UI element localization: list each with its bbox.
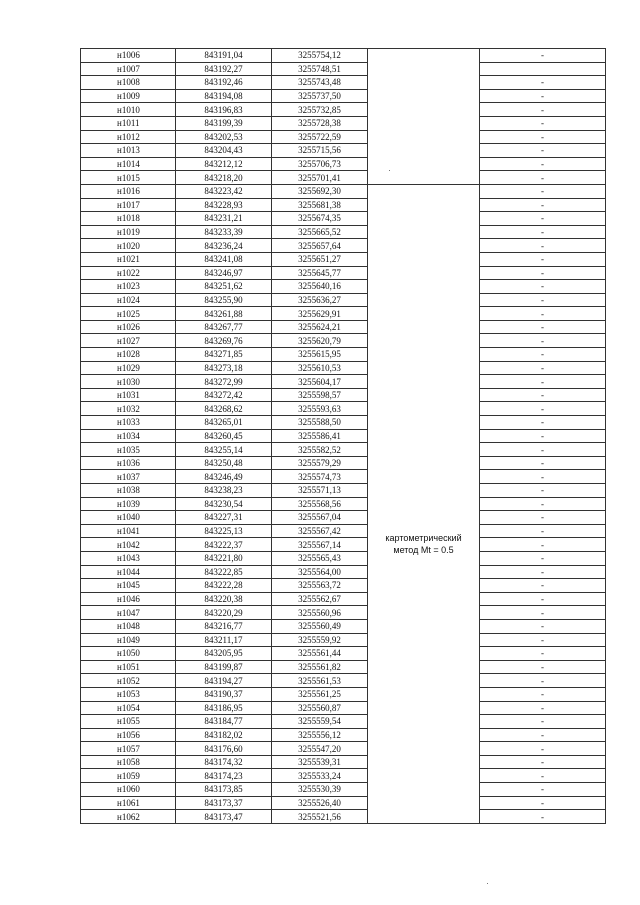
point-name-cell: н1008 bbox=[81, 76, 176, 90]
y-coordinate-cell: 3255567,14 bbox=[272, 538, 368, 552]
table-row bbox=[81, 212, 606, 226]
mark-cell: - bbox=[480, 647, 606, 661]
y-coordinate-cell: 3255598,57 bbox=[272, 388, 368, 402]
x-coordinate-cell: 843176,60 bbox=[176, 742, 272, 756]
mark-cell: - bbox=[480, 511, 606, 525]
x-coordinate-cell: 843194,08 bbox=[176, 89, 272, 103]
table-row bbox=[81, 592, 606, 606]
x-coordinate-cell: 843225,13 bbox=[176, 524, 272, 538]
point-name-cell: н1027 bbox=[81, 334, 176, 348]
x-coordinate-cell: 843199,39 bbox=[176, 116, 272, 130]
table-row bbox=[81, 633, 606, 647]
x-coordinate-cell: 843246,97 bbox=[176, 266, 272, 280]
y-coordinate-cell: 3255556,12 bbox=[272, 728, 368, 742]
x-coordinate-cell: 843272,99 bbox=[176, 375, 272, 389]
y-coordinate-cell: 3255640,16 bbox=[272, 280, 368, 294]
y-coordinate-cell: 3255728,38 bbox=[272, 116, 368, 130]
mark-cell: - bbox=[480, 184, 606, 198]
mark-cell: - bbox=[480, 674, 606, 688]
point-name-cell: н1039 bbox=[81, 497, 176, 511]
x-coordinate-cell: 843205,95 bbox=[176, 647, 272, 661]
x-coordinate-cell: 843194,27 bbox=[176, 674, 272, 688]
point-name-cell: н1035 bbox=[81, 443, 176, 457]
point-name-cell: н1009 bbox=[81, 89, 176, 103]
mark-cell: - bbox=[480, 402, 606, 416]
point-name-cell: н1041 bbox=[81, 524, 176, 538]
table-row bbox=[81, 307, 606, 321]
y-coordinate-cell: 3255526,40 bbox=[272, 796, 368, 810]
mark-cell: - bbox=[480, 76, 606, 90]
point-name-cell: н1058 bbox=[81, 755, 176, 769]
point-name-cell: н1059 bbox=[81, 769, 176, 783]
mark-cell: - bbox=[480, 565, 606, 579]
method-cell bbox=[368, 184, 480, 823]
table-row bbox=[81, 225, 606, 239]
mark-cell: - bbox=[480, 416, 606, 430]
table-row bbox=[81, 660, 606, 674]
point-name-cell: н1021 bbox=[81, 252, 176, 266]
point-name-cell: н1036 bbox=[81, 456, 176, 470]
mark-cell: - bbox=[480, 783, 606, 797]
mark-cell: - bbox=[480, 375, 606, 389]
y-coordinate-cell: 3255722,59 bbox=[272, 130, 368, 144]
table-row bbox=[81, 280, 606, 294]
table-row bbox=[81, 497, 606, 511]
mark-cell: - bbox=[480, 89, 606, 103]
y-coordinate-cell: 3255588,50 bbox=[272, 416, 368, 430]
mark-cell: - bbox=[480, 252, 606, 266]
mark-cell: - bbox=[480, 687, 606, 701]
y-coordinate-cell: 3255681,38 bbox=[272, 198, 368, 212]
y-coordinate-cell: 3255743,48 bbox=[272, 76, 368, 90]
table-row bbox=[81, 116, 606, 130]
x-coordinate-cell: 843227,31 bbox=[176, 511, 272, 525]
x-coordinate-cell: 843246,49 bbox=[176, 470, 272, 484]
x-coordinate-cell: 843238,23 bbox=[176, 484, 272, 498]
point-name-cell: н1023 bbox=[81, 280, 176, 294]
point-name-cell: н1010 bbox=[81, 103, 176, 117]
y-coordinate-cell: 3255582,52 bbox=[272, 443, 368, 457]
mark-cell: - bbox=[480, 334, 606, 348]
mark-cell: - bbox=[480, 225, 606, 239]
mark-cell: - bbox=[480, 715, 606, 729]
mark-cell: - bbox=[480, 660, 606, 674]
point-name-cell: н1037 bbox=[81, 470, 176, 484]
x-coordinate-cell: 843212,12 bbox=[176, 157, 272, 171]
table-row bbox=[81, 728, 606, 742]
mark-cell: - bbox=[480, 130, 606, 144]
x-coordinate-cell: 843271,85 bbox=[176, 348, 272, 362]
point-name-cell: н1034 bbox=[81, 429, 176, 443]
mark-cell: - bbox=[480, 144, 606, 158]
y-coordinate-cell: 3255748,51 bbox=[272, 62, 368, 76]
mark-cell: - bbox=[480, 606, 606, 620]
y-coordinate-cell: 3255571,13 bbox=[272, 484, 368, 498]
table-row bbox=[81, 443, 606, 457]
y-coordinate-cell: 3255547,20 bbox=[272, 742, 368, 756]
point-name-cell: н1007 bbox=[81, 62, 176, 76]
table-row bbox=[81, 783, 606, 797]
x-coordinate-cell: 843192,46 bbox=[176, 76, 272, 90]
x-coordinate-cell: 843222,85 bbox=[176, 565, 272, 579]
mark-cell: - bbox=[480, 497, 606, 511]
x-coordinate-cell: 843272,42 bbox=[176, 388, 272, 402]
x-coordinate-cell: 843174,23 bbox=[176, 769, 272, 783]
mark-cell: - bbox=[480, 810, 606, 824]
y-coordinate-cell: 3255561,53 bbox=[272, 674, 368, 688]
mark-cell: - bbox=[480, 728, 606, 742]
point-name-cell: н1042 bbox=[81, 538, 176, 552]
table-row bbox=[81, 76, 606, 90]
y-coordinate-cell: 3255629,91 bbox=[272, 307, 368, 321]
x-coordinate-cell: 843236,24 bbox=[176, 239, 272, 253]
mark-cell: - bbox=[480, 755, 606, 769]
x-coordinate-cell: 843186,95 bbox=[176, 701, 272, 715]
y-coordinate-cell: 3255563,72 bbox=[272, 579, 368, 593]
mark-cell: - bbox=[480, 212, 606, 226]
y-coordinate-cell: 3255579,29 bbox=[272, 456, 368, 470]
point-name-cell: н1025 bbox=[81, 307, 176, 321]
point-name-cell: н1022 bbox=[81, 266, 176, 280]
x-coordinate-cell: 843221,80 bbox=[176, 551, 272, 565]
y-coordinate-cell: 3255562,67 bbox=[272, 592, 368, 606]
x-coordinate-cell: 843231,21 bbox=[176, 212, 272, 226]
point-name-cell: н1017 bbox=[81, 198, 176, 212]
mark-cell: - bbox=[480, 619, 606, 633]
y-coordinate-cell: 3255692,30 bbox=[272, 184, 368, 198]
y-coordinate-cell: 3255564,00 bbox=[272, 565, 368, 579]
point-name-cell: н1038 bbox=[81, 484, 176, 498]
table-row bbox=[81, 606, 606, 620]
table-row bbox=[81, 171, 606, 185]
x-coordinate-cell: 843251,62 bbox=[176, 280, 272, 294]
table-row bbox=[81, 375, 606, 389]
point-name-cell: н1032 bbox=[81, 402, 176, 416]
method-label-line1: картометрический bbox=[385, 532, 462, 543]
y-coordinate-cell: 3255620,79 bbox=[272, 334, 368, 348]
table-row bbox=[81, 402, 606, 416]
y-coordinate-cell: 3255636,27 bbox=[272, 293, 368, 307]
x-coordinate-cell: 843202,53 bbox=[176, 130, 272, 144]
y-coordinate-cell: 3255665,52 bbox=[272, 225, 368, 239]
mark-cell: - bbox=[480, 388, 606, 402]
table-row bbox=[81, 470, 606, 484]
coordinates-sheet bbox=[80, 48, 605, 866]
table-row bbox=[81, 619, 606, 633]
mark-cell: - bbox=[480, 592, 606, 606]
point-name-cell: н1015 bbox=[81, 171, 176, 185]
x-coordinate-cell: 843173,37 bbox=[176, 796, 272, 810]
table-row bbox=[81, 252, 606, 266]
table-row bbox=[81, 293, 606, 307]
mark-cell bbox=[480, 62, 606, 76]
x-coordinate-cell: 843255,90 bbox=[176, 293, 272, 307]
point-name-cell: н1056 bbox=[81, 728, 176, 742]
table-row bbox=[81, 701, 606, 715]
x-coordinate-cell: 843218,20 bbox=[176, 171, 272, 185]
x-coordinate-cell: 843199,87 bbox=[176, 660, 272, 674]
table-row bbox=[81, 62, 606, 76]
x-coordinate-cell: 843204,43 bbox=[176, 144, 272, 158]
table-row bbox=[81, 579, 606, 593]
y-coordinate-cell: 3255574,73 bbox=[272, 470, 368, 484]
mark-cell: - bbox=[480, 769, 606, 783]
scan-speck bbox=[389, 170, 390, 171]
method-cell-upper bbox=[368, 49, 480, 185]
table-row bbox=[81, 565, 606, 579]
x-coordinate-cell: 843182,02 bbox=[176, 728, 272, 742]
y-coordinate-cell: 3255560,49 bbox=[272, 619, 368, 633]
table-row bbox=[81, 769, 606, 783]
y-coordinate-cell: 3255561,25 bbox=[272, 687, 368, 701]
x-coordinate-cell: 843228,93 bbox=[176, 198, 272, 212]
table-row bbox=[81, 647, 606, 661]
mark-cell: - bbox=[480, 320, 606, 334]
mark-cell: - bbox=[480, 348, 606, 362]
mark-cell: - bbox=[480, 484, 606, 498]
point-name-cell: н1049 bbox=[81, 633, 176, 647]
x-coordinate-cell: 843223,42 bbox=[176, 184, 272, 198]
y-coordinate-cell: 3255568,56 bbox=[272, 497, 368, 511]
mark-cell: - bbox=[480, 103, 606, 117]
x-coordinate-cell: 843269,76 bbox=[176, 334, 272, 348]
mark-cell: - bbox=[480, 307, 606, 321]
point-name-cell: н1051 bbox=[81, 660, 176, 674]
y-coordinate-cell: 3255539,31 bbox=[272, 755, 368, 769]
x-coordinate-cell: 843220,29 bbox=[176, 606, 272, 620]
point-name-cell: н1052 bbox=[81, 674, 176, 688]
table-row bbox=[81, 715, 606, 729]
table-row bbox=[81, 456, 606, 470]
mark-cell: - bbox=[480, 293, 606, 307]
x-coordinate-cell: 843267,77 bbox=[176, 320, 272, 334]
coordinates-table-body bbox=[81, 49, 606, 824]
point-name-cell: н1054 bbox=[81, 701, 176, 715]
y-coordinate-cell: 3255706,73 bbox=[272, 157, 368, 171]
point-name-cell: н1050 bbox=[81, 647, 176, 661]
y-coordinate-cell: 3255567,04 bbox=[272, 511, 368, 525]
table-row bbox=[81, 89, 606, 103]
table-row bbox=[81, 810, 606, 824]
x-coordinate-cell: 843261,88 bbox=[176, 307, 272, 321]
point-name-cell: н1028 bbox=[81, 348, 176, 362]
mark-cell: - bbox=[480, 456, 606, 470]
point-name-cell: н1057 bbox=[81, 742, 176, 756]
mark-cell: - bbox=[480, 579, 606, 593]
point-name-cell: н1011 bbox=[81, 116, 176, 130]
table-row bbox=[81, 266, 606, 280]
mark-cell: - bbox=[480, 470, 606, 484]
mark-cell: - bbox=[480, 116, 606, 130]
point-name-cell: н1033 bbox=[81, 416, 176, 430]
point-name-cell: н1019 bbox=[81, 225, 176, 239]
y-coordinate-cell: 3255561,44 bbox=[272, 647, 368, 661]
table-row bbox=[81, 157, 606, 171]
mark-cell: - bbox=[480, 633, 606, 647]
table-row bbox=[81, 551, 606, 565]
mark-cell: - bbox=[480, 742, 606, 756]
y-coordinate-cell: 3255533,24 bbox=[272, 769, 368, 783]
table-row bbox=[81, 538, 606, 552]
y-coordinate-cell: 3255715,56 bbox=[272, 144, 368, 158]
point-name-cell: н1045 bbox=[81, 579, 176, 593]
y-coordinate-cell: 3255610,53 bbox=[272, 361, 368, 375]
x-coordinate-cell: 843173,85 bbox=[176, 783, 272, 797]
y-coordinate-cell: 3255624,21 bbox=[272, 320, 368, 334]
x-coordinate-cell: 843233,39 bbox=[176, 225, 272, 239]
table-row bbox=[81, 239, 606, 253]
point-name-cell: н1046 bbox=[81, 592, 176, 606]
table-row bbox=[81, 524, 606, 538]
y-coordinate-cell: 3255754,12 bbox=[272, 49, 368, 63]
x-coordinate-cell: 843190,37 bbox=[176, 687, 272, 701]
x-coordinate-cell: 843222,37 bbox=[176, 538, 272, 552]
table-row bbox=[81, 130, 606, 144]
x-coordinate-cell: 843192,27 bbox=[176, 62, 272, 76]
scan-speck bbox=[487, 883, 488, 884]
table-row bbox=[81, 103, 606, 117]
mark-cell: - bbox=[480, 198, 606, 212]
point-name-cell: н1031 bbox=[81, 388, 176, 402]
point-name-cell: н1024 bbox=[81, 293, 176, 307]
y-coordinate-cell: 3255559,92 bbox=[272, 633, 368, 647]
point-name-cell: н1055 bbox=[81, 715, 176, 729]
point-name-cell: н1013 bbox=[81, 144, 176, 158]
y-coordinate-cell: 3255586,41 bbox=[272, 429, 368, 443]
point-name-cell: н1018 bbox=[81, 212, 176, 226]
point-name-cell: н1043 bbox=[81, 551, 176, 565]
point-name-cell: н1060 bbox=[81, 783, 176, 797]
table-row bbox=[81, 687, 606, 701]
mark-cell: - bbox=[480, 266, 606, 280]
x-coordinate-cell: 843191,04 bbox=[176, 49, 272, 63]
point-name-cell: н1044 bbox=[81, 565, 176, 579]
y-coordinate-cell: 3255657,64 bbox=[272, 239, 368, 253]
table-row bbox=[81, 184, 606, 198]
y-coordinate-cell: 3255565,43 bbox=[272, 551, 368, 565]
coordinates-table bbox=[80, 48, 606, 824]
y-coordinate-cell: 3255530,39 bbox=[272, 783, 368, 797]
point-name-cell: н1012 bbox=[81, 130, 176, 144]
y-coordinate-cell: 3255521,56 bbox=[272, 810, 368, 824]
y-coordinate-cell: 3255645,77 bbox=[272, 266, 368, 280]
y-coordinate-cell: 3255561,82 bbox=[272, 660, 368, 674]
x-coordinate-cell: 843173,47 bbox=[176, 810, 272, 824]
mark-cell: - bbox=[480, 524, 606, 538]
y-coordinate-cell: 3255560,87 bbox=[272, 701, 368, 715]
method-label-line2: метод Mt = 0.5 bbox=[393, 544, 454, 555]
x-coordinate-cell: 843222,28 bbox=[176, 579, 272, 593]
table-row bbox=[81, 334, 606, 348]
table-row bbox=[81, 320, 606, 334]
mark-cell: - bbox=[480, 239, 606, 253]
x-coordinate-cell: 843196,83 bbox=[176, 103, 272, 117]
mark-cell: - bbox=[480, 551, 606, 565]
y-coordinate-cell: 3255615,95 bbox=[272, 348, 368, 362]
table-row bbox=[81, 742, 606, 756]
mark-cell: - bbox=[480, 429, 606, 443]
table-row bbox=[81, 361, 606, 375]
y-coordinate-cell: 3255559,54 bbox=[272, 715, 368, 729]
table-row bbox=[81, 484, 606, 498]
x-coordinate-cell: 843220,38 bbox=[176, 592, 272, 606]
point-name-cell: н1006 bbox=[81, 49, 176, 63]
x-coordinate-cell: 843184,77 bbox=[176, 715, 272, 729]
y-coordinate-cell: 3255651,27 bbox=[272, 252, 368, 266]
y-coordinate-cell: 3255701,41 bbox=[272, 171, 368, 185]
point-name-cell: н1020 bbox=[81, 239, 176, 253]
y-coordinate-cell: 3255604,17 bbox=[272, 375, 368, 389]
table-row bbox=[81, 348, 606, 362]
y-coordinate-cell: 3255737,50 bbox=[272, 89, 368, 103]
table-row bbox=[81, 511, 606, 525]
x-coordinate-cell: 843260,45 bbox=[176, 429, 272, 443]
point-name-cell: н1026 bbox=[81, 320, 176, 334]
x-coordinate-cell: 843255,14 bbox=[176, 443, 272, 457]
table-row bbox=[81, 198, 606, 212]
table-row bbox=[81, 388, 606, 402]
y-coordinate-cell: 3255567,42 bbox=[272, 524, 368, 538]
x-coordinate-cell: 843174,32 bbox=[176, 755, 272, 769]
mark-cell: - bbox=[480, 157, 606, 171]
x-coordinate-cell: 843250,48 bbox=[176, 456, 272, 470]
point-name-cell: н1047 bbox=[81, 606, 176, 620]
mark-cell: - bbox=[480, 171, 606, 185]
y-coordinate-cell: 3255674,35 bbox=[272, 212, 368, 226]
y-coordinate-cell: 3255732,85 bbox=[272, 103, 368, 117]
x-coordinate-cell: 843230,54 bbox=[176, 497, 272, 511]
x-coordinate-cell: 843241,08 bbox=[176, 252, 272, 266]
table-row bbox=[81, 674, 606, 688]
table-row bbox=[81, 144, 606, 158]
y-coordinate-cell: 3255593,63 bbox=[272, 402, 368, 416]
mark-cell: - bbox=[480, 538, 606, 552]
mark-cell: - bbox=[480, 701, 606, 715]
point-name-cell: н1053 bbox=[81, 687, 176, 701]
mark-cell: - bbox=[480, 49, 606, 63]
point-name-cell: н1062 bbox=[81, 810, 176, 824]
point-name-cell: н1048 bbox=[81, 619, 176, 633]
mark-cell: - bbox=[480, 280, 606, 294]
table-row bbox=[81, 429, 606, 443]
y-coordinate-cell: 3255560,96 bbox=[272, 606, 368, 620]
x-coordinate-cell: 843265,01 bbox=[176, 416, 272, 430]
point-name-cell: н1040 bbox=[81, 511, 176, 525]
table-row bbox=[81, 755, 606, 769]
point-name-cell: н1061 bbox=[81, 796, 176, 810]
point-name-cell: н1014 bbox=[81, 157, 176, 171]
mark-cell: - bbox=[480, 796, 606, 810]
mark-cell: - bbox=[480, 361, 606, 375]
point-name-cell: н1030 bbox=[81, 375, 176, 389]
table-row bbox=[81, 796, 606, 810]
point-name-cell: н1029 bbox=[81, 361, 176, 375]
x-coordinate-cell: 843211,17 bbox=[176, 633, 272, 647]
mark-cell: - bbox=[480, 443, 606, 457]
x-coordinate-cell: 843216,77 bbox=[176, 619, 272, 633]
point-name-cell: н1016 bbox=[81, 184, 176, 198]
table-row bbox=[81, 49, 606, 63]
x-coordinate-cell: 843268,62 bbox=[176, 402, 272, 416]
table-row bbox=[81, 416, 606, 430]
x-coordinate-cell: 843273,18 bbox=[176, 361, 272, 375]
